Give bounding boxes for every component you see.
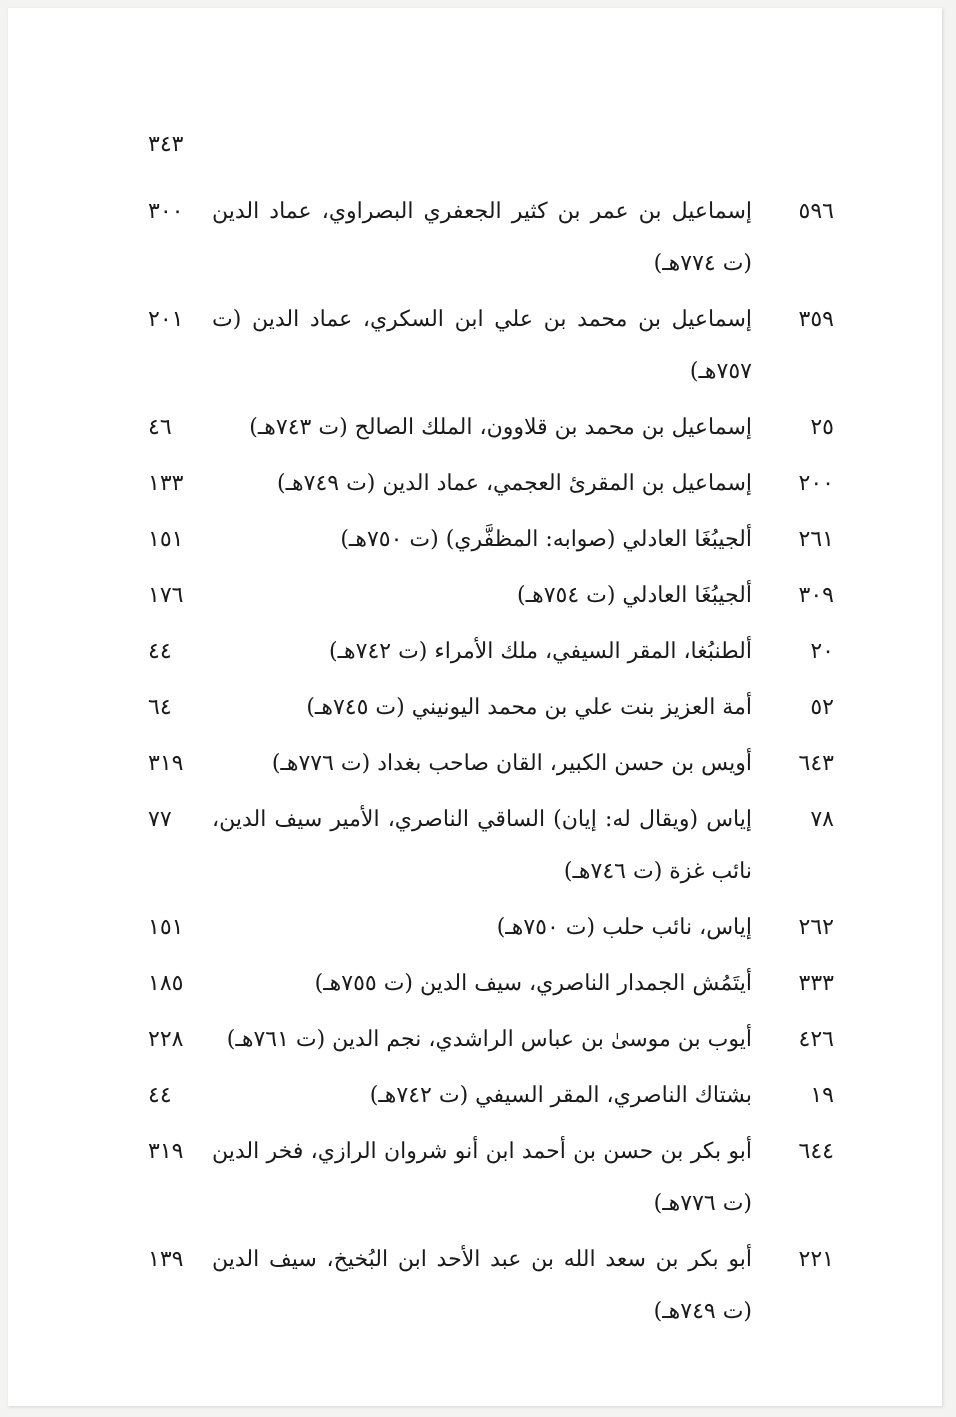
- entry-text: ألجيبُغَا العادلي (ت ٧٥٤هـ): [517, 583, 752, 608]
- entry-text: أويس بن حسن الكبير، القان صاحب بغداد (ت ٧٧٦هـ): [271, 751, 752, 776]
- entry-page-ref: ١٥١: [148, 527, 184, 552]
- entry-page-ref: ٢٠١: [148, 307, 184, 332]
- entry-text: إياس (ويقال له: إيان) الساقي الناصري، الأمير سيف الدين، نائب غزة (ت ٧٤٦هـ): [212, 807, 752, 884]
- entry-page-ref: ١٨٥: [148, 971, 184, 996]
- index-entry: [8, 458, 942, 510]
- entry-page-ref: ١٣٩: [148, 1247, 184, 1272]
- entry-text: أيوب بن موسىٰ بن عباس الراشدي، نجم الدين (ت ٧٦١هـ): [226, 1027, 752, 1052]
- entry-number: ٦٤٤: [798, 1139, 834, 1164]
- entry-page-ref: ٣١٩: [148, 1139, 184, 1164]
- entry-text: إسماعيل بن عمر بن كثير الجعفري البصراوي، عماد الدين (ت ٧٧٤هـ): [212, 199, 752, 276]
- entry-page-ref: ٢٢٨: [148, 1027, 184, 1052]
- entry-number: ١٩: [810, 1083, 834, 1108]
- index-entry: [8, 1126, 942, 1230]
- entry-page-ref: ٧٧: [148, 807, 172, 832]
- entry-page-ref: ٣٠٠: [148, 199, 184, 224]
- entry-number: ٢٦٢: [798, 915, 834, 940]
- entry-page-ref: ١٣٣: [148, 471, 184, 496]
- entry-text: بشتاك الناصري، المقر السيفي (ت ٧٤٢هـ): [369, 1083, 752, 1108]
- entry-number: ٥٩٦: [798, 199, 834, 224]
- entry-page-ref: ٤٤: [148, 639, 172, 664]
- entry-page-ref: ٣١٩: [148, 751, 184, 776]
- index-entries: [8, 186, 942, 1342]
- entry-number: ٧٨: [810, 807, 834, 832]
- index-entry: [8, 958, 942, 1010]
- index-entry: [8, 738, 942, 790]
- entry-number: ٢٠٠: [798, 471, 834, 496]
- index-entry: [8, 902, 942, 954]
- entry-number: ٣٥٩: [798, 307, 834, 332]
- entry-number: ٢٠: [810, 639, 834, 664]
- index-entry: [8, 794, 942, 898]
- entry-number: ٢٢١: [798, 1247, 834, 1272]
- entry-text: إسماعيل بن محمد بن قلاوون، الملك الصالح (ت ٧٤٣هـ): [249, 415, 752, 440]
- index-entry: [8, 1234, 942, 1338]
- index-entry: [8, 1070, 942, 1122]
- entry-text: ألطنبُغا، المقر السيفي، ملك الأمراء (ت ٧٤٢هـ): [329, 639, 752, 664]
- entry-text: أبو بكر بن حسن بن أحمد ابن أنو شروان الرازي، فخر الدين (ت ٧٧٦هـ): [212, 1139, 752, 1216]
- entry-number: ٥٢: [810, 695, 834, 720]
- index-entry: [8, 186, 942, 290]
- entry-text: أمة العزيز بنت علي بن محمد اليونيني (ت ٧٤٥هـ): [306, 695, 752, 720]
- index-entry: [8, 1014, 942, 1066]
- entry-number: ٣٣٣: [798, 971, 834, 996]
- index-entry: [8, 294, 942, 398]
- entry-text: ألجيبُغَا العادلي (صوابه: المظفَّري) (ت ٧٥٠هـ): [340, 527, 752, 552]
- index-entry: [8, 682, 942, 734]
- entry-page-ref: ٤٤: [148, 1083, 172, 1108]
- entry-number: ٢٦١: [798, 527, 834, 552]
- page-number: ٣٤٣: [148, 132, 184, 157]
- entry-text: إسماعيل بن المقرئ العجمي، عماد الدين (ت ٧٤٩هـ): [277, 471, 752, 496]
- entry-page-ref: ٦٤: [148, 695, 172, 720]
- entry-text: إسماعيل بن محمد بن علي ابن السكري، عماد الدين (ت ٧٥٧هـ): [212, 307, 752, 384]
- entry-number: ٦٤٣: [798, 751, 834, 776]
- index-entry: [8, 514, 942, 566]
- entry-page-ref: ١٥١: [148, 915, 184, 940]
- entry-text: أيتَمُش الجمدار الناصري، سيف الدين (ت ٧٥٥هـ): [314, 971, 752, 996]
- entry-text: إياس، نائب حلب (ت ٧٥٠هـ): [496, 915, 752, 940]
- entry-text: أبو بكر بن سعد الله بن عبد الأحد ابن البُخيخ، سيف الدين (ت ٧٤٩هـ): [212, 1247, 752, 1324]
- entry-number: ٣٠٩: [798, 583, 834, 608]
- index-entry: [8, 402, 942, 454]
- index-entry: [8, 626, 942, 678]
- entry-number: ٢٥: [810, 415, 834, 440]
- entry-page-ref: ٤٦: [148, 415, 172, 440]
- index-entry: [8, 570, 942, 622]
- entry-number: ٤٢٦: [798, 1027, 834, 1052]
- index-page: [8, 8, 942, 1406]
- entry-page-ref: ١٧٦: [148, 583, 184, 608]
